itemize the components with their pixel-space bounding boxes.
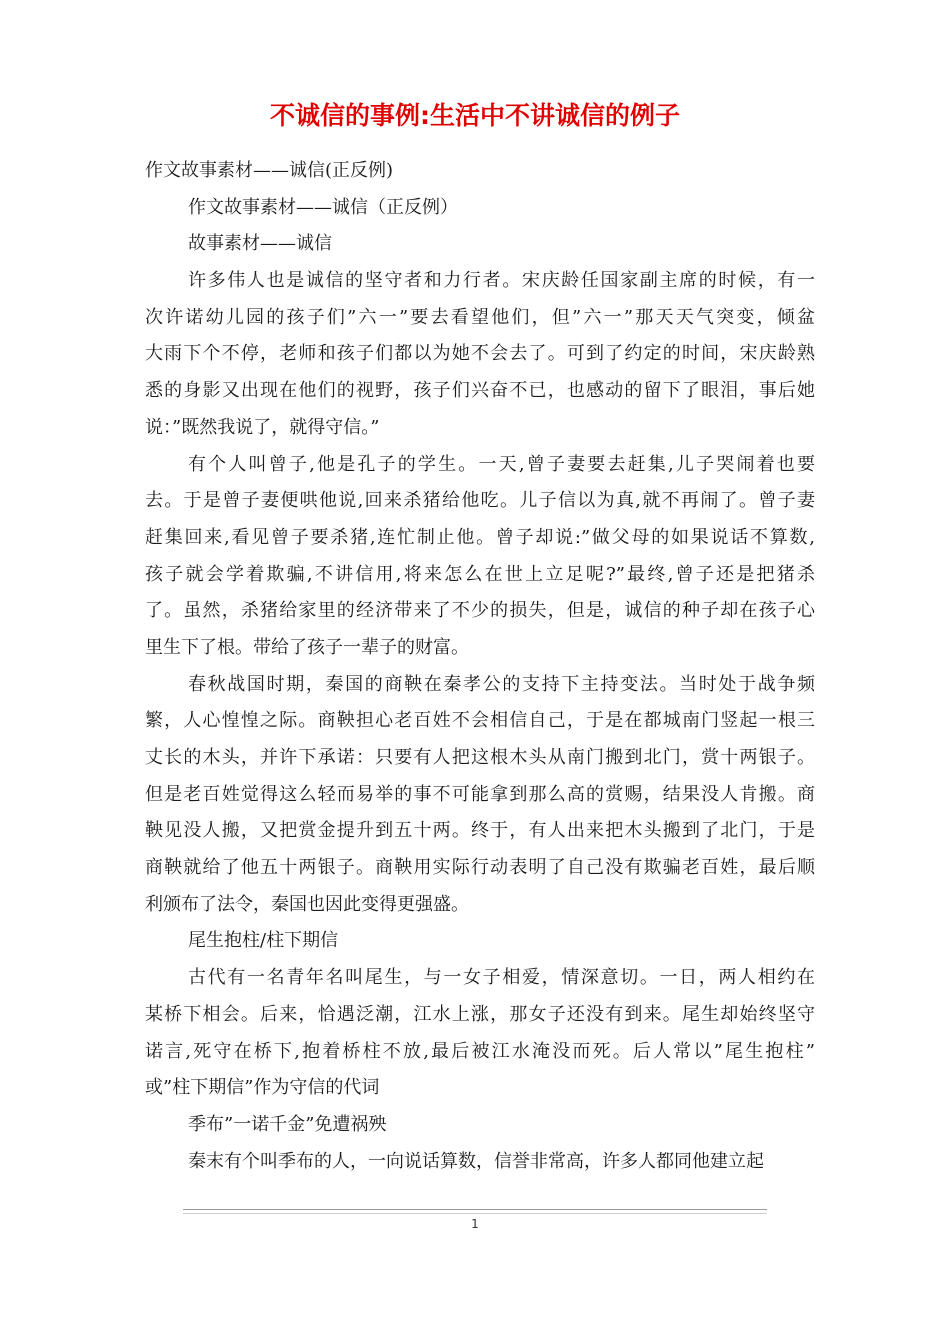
paragraph — [145, 153, 815, 190]
document-body — [145, 153, 815, 1180]
paragraph-line: 春秋战国时期，秦国的商鞅在秦孝公的支持下主持变法。当时处于战争频 — [188, 673, 815, 695]
paragraph-line: 诺言,死守在桥下,抱着桥柱不放,最后被江水淹没而死。后人常以”尾生抱柱” — [145, 1040, 815, 1062]
paragraph — [145, 1144, 815, 1181]
paragraph — [145, 263, 815, 446]
paragraph — [145, 923, 815, 960]
paragraph-line: 去。于是曾子妻便哄他说,回来杀猪给他吃。儿子信以为真,就不再闹了。曾子妻 — [145, 490, 815, 512]
paragraph-line: 鞅见没人搬，又把赏金提升到五十两。终于，有人出来把木头搬到了北门，于是 — [145, 820, 815, 842]
paragraph-line: 尾生抱柱/柱下期信 — [188, 930, 339, 952]
paragraph-line: 有个人叫曾子,他是孔子的学生。一天,曾子妻要去赶集,儿子哭闹着也要 — [188, 453, 815, 475]
paragraph-line: 故事素材——诚信 — [188, 233, 332, 255]
paragraph-line: 说：”既然我说了，就得守信。” — [145, 416, 380, 438]
paragraph-line: 许多伟人也是诚信的坚守者和力行者。宋庆龄任国家副主席的时候，有一 — [188, 270, 815, 292]
page-number: 1 — [471, 1217, 479, 1231]
paragraph-line: 孩子就会学着欺骗,不讲信用,将来怎么在世上立足呢?”最终,曾子还是把猪杀 — [145, 563, 815, 585]
paragraph-line: 次许诺幼儿园的孩子们”六一”要去看望他们，但”六一”那天天气突变，倾盆 — [145, 306, 815, 328]
paragraph-line: 作文故事素材——诚信（正反例） — [188, 196, 458, 218]
paragraph-line: 作文故事素材——诚信(正反例) — [145, 160, 394, 181]
paragraph — [145, 667, 815, 924]
paragraph-line: 了。虽然，杀猪给家里的经济带来了不少的损失，但是，诚信的种子却在孩子心 — [145, 600, 815, 622]
paragraph-line: 季布”一诺千金”免遭祸殃 — [188, 1113, 387, 1135]
paragraph-line: 古代有一名青年名叫尾生，与一女子相爱，情深意切。一日，两人相约在 — [188, 967, 815, 989]
paragraph — [145, 190, 815, 227]
paragraph-line: 但是老百姓觉得这么轻而易举的事不可能拿到那么高的赏赐，结果没人肯搬。商 — [145, 783, 815, 805]
paragraph-line: 某桥下相会。后来，恰遇泛潮，江水上涨，那女子还没有到来。尾生却始终坚守 — [145, 1003, 815, 1025]
footer-divider — [183, 1209, 767, 1214]
page-title: 不诚信的事例:生活中不讲诚信的例子 — [270, 101, 680, 130]
paragraph-line: 秦末有个叫季布的人，一向说话算数，信誉非常高，许多人都同他建立起 — [188, 1150, 764, 1172]
paragraph-line: 或”柱下期信”作为守信的代词 — [145, 1077, 380, 1099]
paragraph-line: 里生下了根。带给了孩子一辈子的财富。 — [145, 636, 469, 658]
paragraph — [145, 447, 815, 667]
paragraph-line: 繁，人心惶惶之际。商鞅担心老百姓不会相信自己，于是在都城南门竖起一根三 — [145, 710, 815, 732]
paragraph-line: 大雨下个不停，老师和孩子们都以为她不会去了。可到了约定的时间，宋庆龄熟 — [145, 343, 815, 365]
paragraph — [145, 1107, 815, 1144]
paragraph-line: 利颁布了法令，秦国也因此变得更强盛。 — [145, 893, 469, 915]
paragraph — [145, 960, 815, 1107]
paragraph-line: 赶集回来,看见曾子要杀猪,连忙制止他。曾子却说:”做父母的如果说话不算数, — [145, 526, 815, 548]
paragraph-line: 商鞅就给了他五十两银子。商鞅用实际行动表明了自己没有欺骗老百姓，最后顺 — [145, 857, 815, 879]
paragraph-line: 丈长的木头，并许下承诺：只要有人把这根木头从南门搬到北门，赏十两银子。 — [145, 747, 815, 768]
paragraph-line: 悉的身影又出现在他们的视野，孩子们兴奋不已，也感动的留下了眼泪，事后她 — [145, 380, 815, 402]
paragraph — [145, 226, 815, 263]
